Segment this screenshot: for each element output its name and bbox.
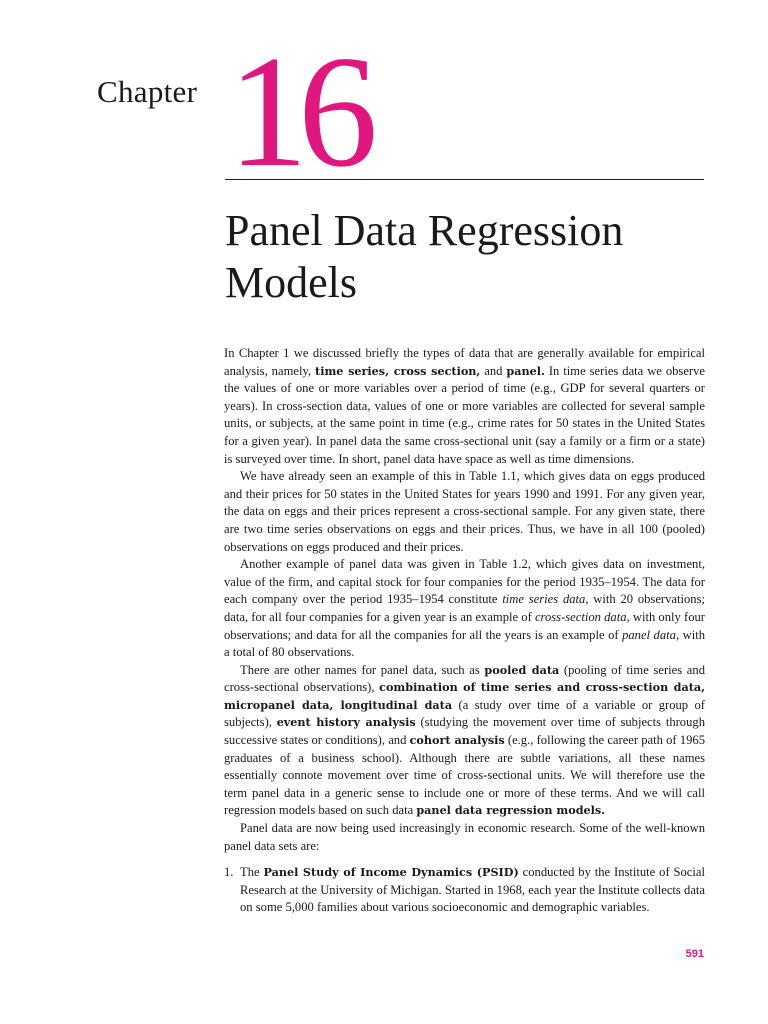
body-text <box>224 345 705 917</box>
paragraph-1: In Chapter 1 we discussed briefly the types of data that are generally available for empirical analysis, namely, time series, cross section, and panel. In time series data we observe the values of one or more variables over a period of time (e.g., GDP for several quarters or years). In cross-section data, values of one or more variables are collected for several sample units, or subjects, at the same point in time (e.g., crime rates for 50 states in the United States for a given year). In panel data the same cross-sectional unit (say a family or a firm or a state) is surveyed over time. In short, panel data have space as well as time dimensions. <box>224 346 706 466</box>
page-number: 591 <box>685 948 704 960</box>
chapter-rule <box>225 179 704 180</box>
list-item-number: 1. <box>224 865 234 880</box>
list-item-text: The Panel Study of Income Dynamics (PSID) conducted by the Institute of Social Research at the University of Michigan. Started in 1968, each year the Institute collects data on some 5,000 families about various socioeconomic and demographic variables. <box>240 865 705 915</box>
chapter-title-line1: Panel Data Regression <box>225 206 624 255</box>
list-item <box>224 864 705 917</box>
paragraph-5: Panel data are now being used increasingly in economic research. Some of the well-known panel data sets are: <box>224 821 705 853</box>
chapter-title <box>225 205 705 309</box>
paragraph-2: We have already seen an example of this in Table 1.1, which gives data on eggs produced and their prices for 50 states in the United States for years 1990 and 1991. For any given year, the data on eggs and their prices represent a cross-sectional sample. For any given state, there are two time series observations on eggs and their prices. Thus, we have in all 100 (pooled) observations on eggs produced and their prices. <box>224 469 705 554</box>
chapter-title-line2: Models <box>225 258 357 307</box>
paragraph-4: There are other names for panel data, such as pooled data (pooling of time series and cross-sectional observations), combination of time series and cross-section data, micropanel data, longitudinal data (a study over time of a variable or group of subjects), event history analysis (studying the movement over time of subjects through successive states or conditions), and cohort analysis (e.g., following the career path of 1965 graduates of a business school). Although there are subtle variations, all these names essentially connote movement over time of cross-sectional units. We will therefore use the term panel data in a generic sense to include one or more of these terms. And we will call regression models based on such data panel data regression models. <box>224 662 706 818</box>
chapter-label: Chapter <box>97 74 198 109</box>
paragraph-3: Another example of panel data was given in Table 1.2, which gives data on investment, value of the firm, and capital stock for four companies for the period 1935–1954. The data for each company over the period 1935–1954 constitute time series data, with 20 observations; data, for all four companies for a given year is an example of cross-section data, with only four observations; and data for all the companies for all the years is an example of panel data, with a total of 80 observations. <box>224 557 706 660</box>
chapter-number: 16 <box>228 22 368 200</box>
numbered-list <box>224 864 705 917</box>
